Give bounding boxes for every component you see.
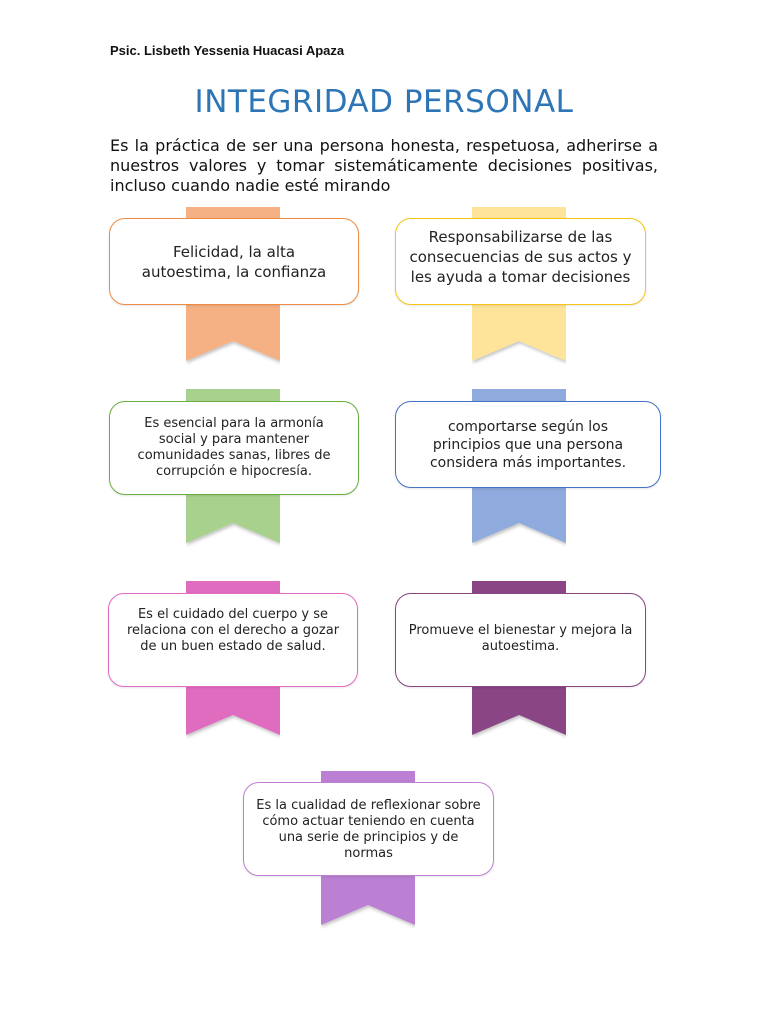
card-7 — [243, 782, 494, 876]
card-1-text: Felicidad, la alta autoestima, la confianza — [141, 242, 327, 281]
card-3-text: Es esencial para la armonía social y para mantener comunidades sanas, libres de corrupción e hipocresía. — [137, 416, 331, 479]
card-2 — [395, 218, 646, 305]
card-2-text: Responsabilizarse de las consecuencias de sus actos y les ayuda a tomar decisiones — [409, 228, 632, 286]
card-4 — [395, 401, 661, 488]
card-6-text: Promueve el bienestar y mejora la autoestima. — [408, 623, 633, 654]
intro-paragraph: Es la práctica de ser una persona honesta, respetuosa, adherirse a nuestros valores y tomar sistemáticamente decisiones positivas, incluso cuando nadie esté mirando — [110, 136, 658, 195]
card-4-text: comportarse según los principios que una persona considera más importantes. — [429, 418, 627, 471]
card-5-text: Es el cuidado del cuerpo y se relaciona con el derecho a gozar de un buen estado de salud. — [126, 607, 340, 654]
author-name: Psic. Lisbeth Yessenia Huacasi Apaza — [110, 43, 345, 58]
card-1 — [109, 218, 359, 305]
card-7-text: Es la cualidad de reflexionar sobre cómo actuar teniendo en cuenta una serie de principios y de normas — [256, 798, 481, 861]
card-5 — [108, 593, 358, 687]
card-3 — [109, 401, 359, 495]
card-6 — [395, 593, 646, 687]
page-title: INTEGRIDAD PERSONAL — [194, 84, 574, 120]
